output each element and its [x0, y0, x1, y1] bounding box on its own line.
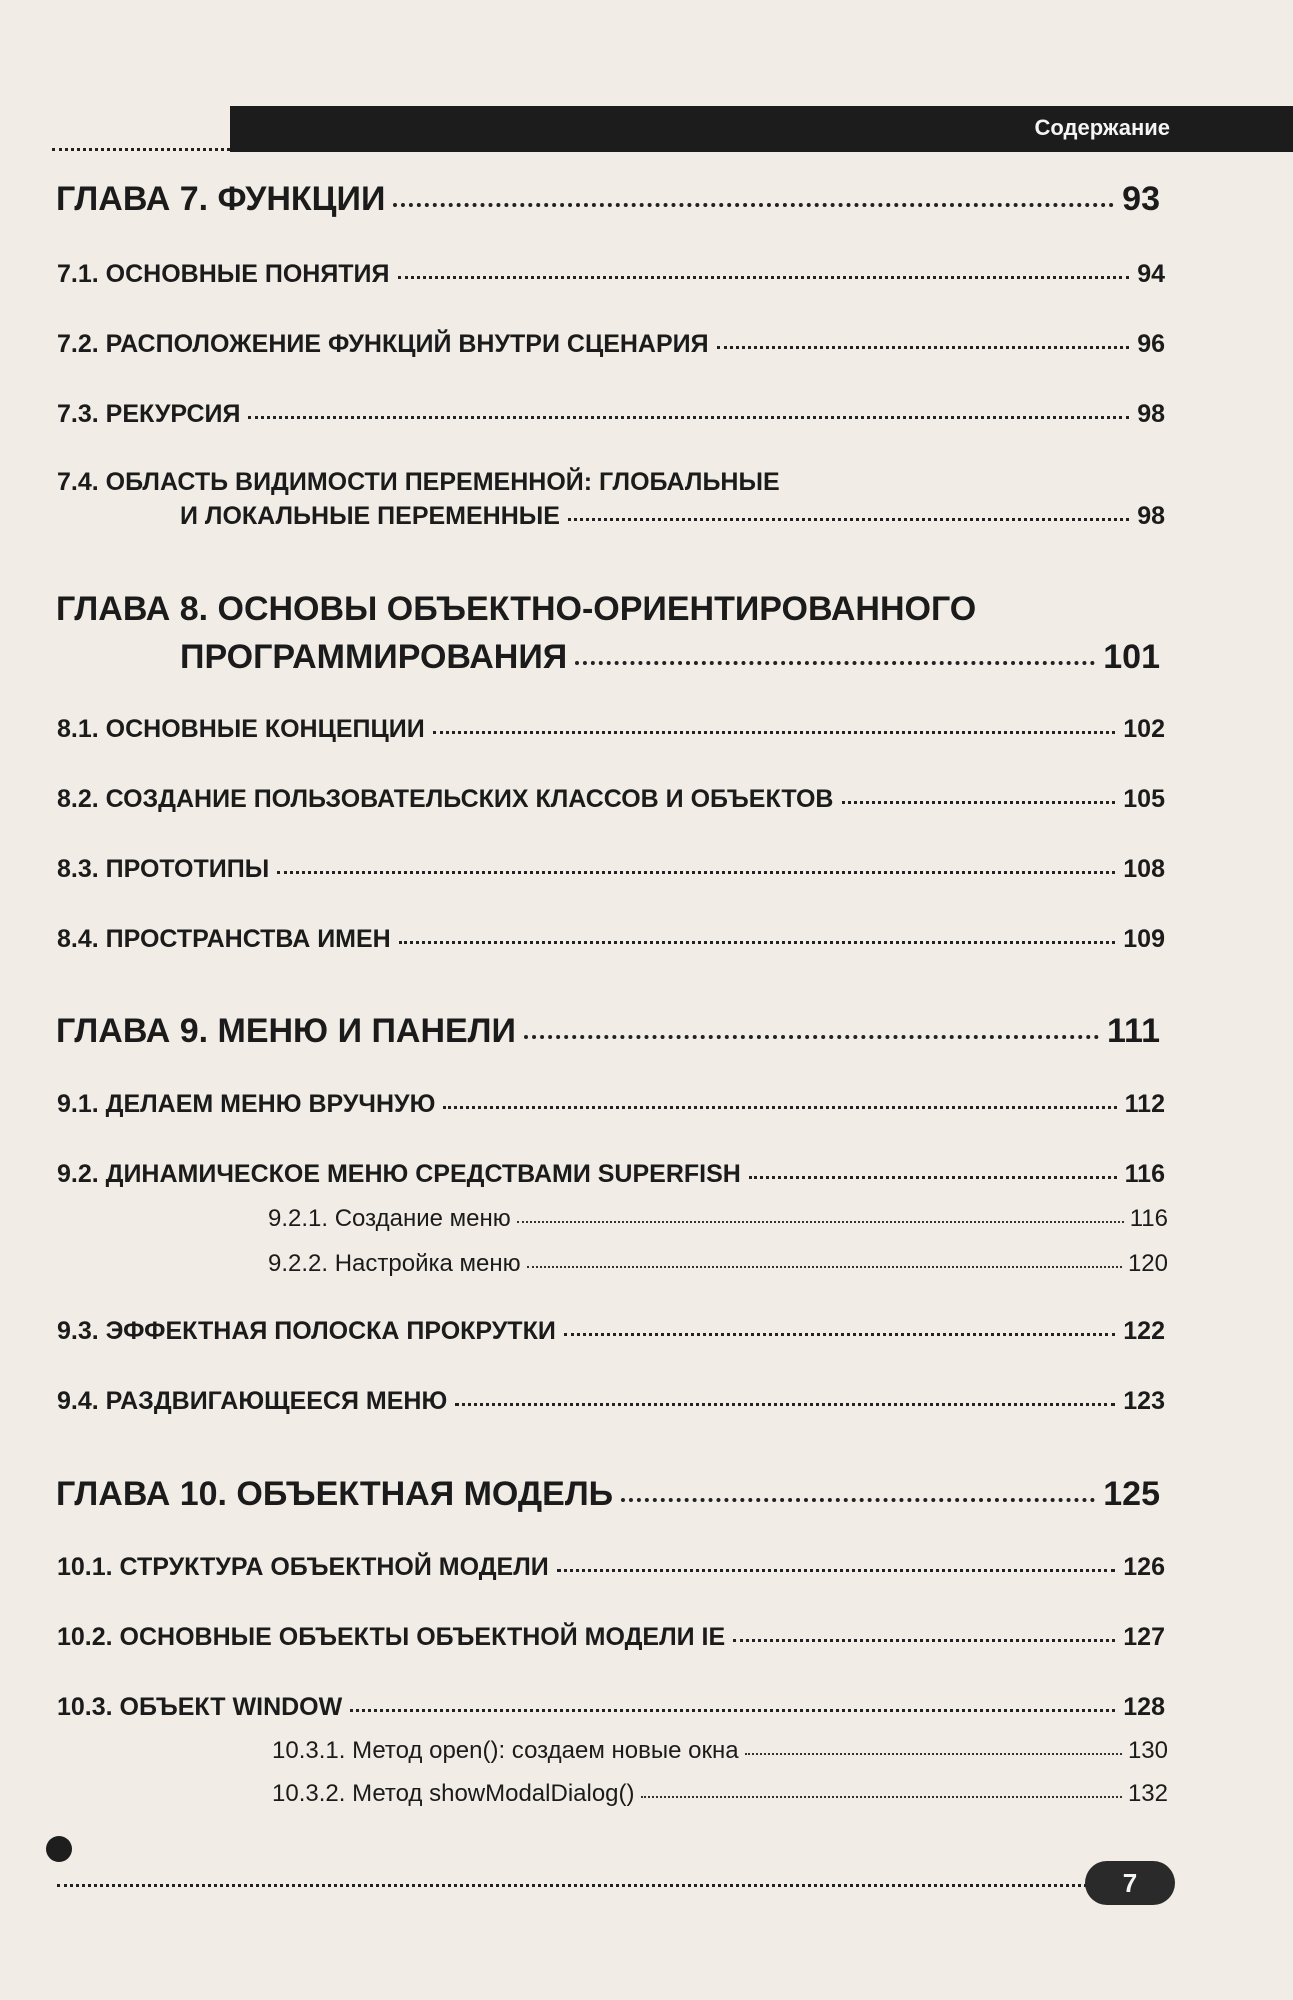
leader-dots	[641, 1796, 1122, 1798]
header-dotted-rule	[52, 148, 230, 151]
leader-dots	[842, 801, 1116, 804]
toc-entry-page: 116	[1124, 1160, 1165, 1188]
leader-dots	[455, 1403, 1115, 1406]
toc-subsection-10-3-1[interactable]	[272, 1737, 1168, 1765]
toc-entry-page: 116	[1129, 1205, 1168, 1232]
toc-section-8-2[interactable]	[57, 785, 1165, 814]
toc-entry-page: 93	[1122, 180, 1160, 218]
page-number-badge: 7	[1085, 1861, 1175, 1905]
footer-bullet-icon	[46, 1836, 72, 1862]
toc-entry-title: 7.3. РЕКУРСИЯ	[57, 400, 241, 428]
toc-entry-page: 123	[1123, 1387, 1165, 1415]
toc-section-9-1[interactable]	[57, 1090, 1165, 1119]
toc-section-7-3[interactable]	[57, 400, 1165, 429]
leader-dots	[524, 1035, 1099, 1039]
leader-dots	[443, 1106, 1116, 1109]
toc-entry-page: 101	[1103, 638, 1160, 676]
toc-subsection-9-2-1[interactable]	[268, 1205, 1168, 1233]
leader-dots	[557, 1569, 1116, 1572]
toc-section-7-2[interactable]	[57, 330, 1165, 359]
toc-subsection-9-2-2[interactable]	[268, 1250, 1168, 1278]
toc-chapter-8-line1[interactable]: ГЛАВА 8. ОСНОВЫ ОБЪЕКТНО-ОРИЕНТИРОВАННОГО	[56, 590, 977, 628]
toc-entry-page: 102	[1123, 715, 1165, 743]
toc-entry-page: 130	[1127, 1737, 1168, 1764]
toc-section-9-3[interactable]	[57, 1317, 1165, 1346]
toc-section-7-4[interactable]	[180, 502, 1165, 531]
toc-entry-title: 8.2. СОЗДАНИЕ ПОЛЬЗОВАТЕЛЬСКИХ КЛАССОВ И ОБЪЕКТОВ	[57, 785, 834, 813]
toc-entry-title: 10.1. СТРУКТУРА ОБЪЕКТНОЙ МОДЕЛИ	[57, 1553, 549, 1581]
toc-entry-title: 7.1. ОСНОВНЫЕ ПОНЯТИЯ	[57, 260, 390, 288]
leader-dots	[717, 346, 1130, 349]
toc-entry-page: 109	[1123, 925, 1165, 953]
toc-entry-title: 8.3. ПРОТОТИПЫ	[57, 855, 270, 883]
toc-section-9-2[interactable]	[57, 1160, 1165, 1189]
toc-entry-page: 94	[1137, 260, 1165, 288]
toc-entry-page: 132	[1127, 1780, 1168, 1807]
toc-entry-page: 108	[1123, 855, 1165, 883]
toc-entry-page: 127	[1123, 1623, 1165, 1651]
toc-entry-page: 122	[1123, 1317, 1165, 1345]
header-title: Содержание	[1034, 115, 1170, 140]
toc-entry-title: ПРОГРАММИРОВАНИЯ	[180, 638, 568, 676]
toc-chapter-8[interactable]	[180, 638, 1160, 677]
toc-entry-title: 9.4. РАЗДВИГАЮЩЕЕСЯ МЕНЮ	[57, 1387, 448, 1415]
leader-dots	[564, 1333, 1115, 1336]
toc-entry-title: 9.2.2. Настройка меню	[268, 1250, 521, 1277]
toc-section-9-4[interactable]	[57, 1387, 1165, 1416]
toc-chapter-10[interactable]	[56, 1475, 1160, 1514]
toc-entry-title: 10.2. ОСНОВНЫЕ ОБЪЕКТЫ ОБЪЕКТНОЙ МОДЕЛИ IE	[57, 1623, 726, 1651]
toc-subsection-10-3-2[interactable]	[272, 1780, 1168, 1808]
toc-section-10-3[interactable]	[57, 1693, 1165, 1722]
toc-entry-page: 111	[1107, 1012, 1160, 1050]
leader-dots	[277, 871, 1115, 874]
toc-entry-page: 126	[1123, 1553, 1165, 1581]
toc-entry-title: 10.3. ОБЪЕКТ WINDOW	[57, 1693, 343, 1721]
toc-entry-title: 8.4. ПРОСТРАНСТВА ИМЕН	[57, 925, 391, 953]
leader-dots	[350, 1709, 1115, 1712]
toc-entry-title: 8.1. ОСНОВНЫЕ КОНЦЕПЦИИ	[57, 715, 425, 743]
leader-dots	[575, 661, 1095, 665]
leader-dots	[248, 416, 1129, 419]
leader-dots	[398, 276, 1130, 279]
toc-entry-title: 9.3. ЭФФЕКТНАЯ ПОЛОСКА ПРОКРУТКИ	[57, 1317, 556, 1345]
toc-entry-title: 10.3.1. Метод open(): создаем новые окна	[272, 1737, 739, 1764]
footer-dotted-rule	[57, 1884, 1087, 1887]
toc-section-7-1[interactable]	[57, 260, 1165, 289]
toc-entry-title: 10.3.2. Метод showModalDialog()	[272, 1780, 635, 1807]
leader-dots	[621, 1498, 1095, 1502]
toc-entry-page: 112	[1124, 1090, 1165, 1118]
toc-entry-title: ГЛАВА 10. ОБЪЕКТНАЯ МОДЕЛЬ	[56, 1475, 614, 1513]
toc-entry-title: ГЛАВА 9. МЕНЮ И ПАНЕЛИ	[56, 1012, 516, 1050]
leader-dots	[433, 731, 1116, 734]
toc-entry-title: ГЛАВА 7. ФУНКЦИИ	[56, 180, 386, 218]
toc-chapter-9[interactable]	[56, 1012, 1160, 1051]
leader-dots	[517, 1221, 1124, 1223]
toc-entry-page: 98	[1137, 400, 1165, 428]
toc-entry-page: 96	[1137, 330, 1165, 358]
toc-section-8-4[interactable]	[57, 925, 1165, 954]
leader-dots	[733, 1639, 1115, 1642]
toc-section-8-1[interactable]	[57, 715, 1165, 744]
leader-dots	[745, 1753, 1122, 1755]
toc-entry-page: 128	[1123, 1693, 1165, 1721]
toc-entry-page: 105	[1123, 785, 1165, 813]
toc-section-10-1[interactable]	[57, 1553, 1165, 1582]
toc-entry-page: 98	[1137, 502, 1165, 530]
toc-entry-title: 7.2. РАСПОЛОЖЕНИЕ ФУНКЦИЙ ВНУТРИ СЦЕНАРИЯ	[57, 330, 709, 358]
toc-section-10-2[interactable]	[57, 1623, 1165, 1652]
toc-entry-page: 120	[1127, 1250, 1168, 1277]
leader-dots	[399, 941, 1116, 944]
leader-dots	[527, 1266, 1122, 1268]
toc-section-7-4-line1[interactable]: 7.4. ОБЛАСТЬ ВИДИМОСТИ ПЕРЕМЕННОЙ: ГЛОБАЛЬНЫЕ	[57, 468, 780, 496]
toc-entry-title: 9.2. ДИНАМИЧЕСКОЕ МЕНЮ СРЕДСТВАМИ SUPERFISH	[57, 1160, 741, 1188]
leader-dots	[568, 518, 1129, 521]
leader-dots	[393, 203, 1114, 207]
header-bar	[230, 106, 1293, 152]
toc-entry-title: 9.1. ДЕЛАЕМ МЕНЮ ВРУЧНУЮ	[57, 1090, 436, 1118]
toc-chapter-7[interactable]	[56, 180, 1160, 219]
toc-entry-title: 9.2.1. Создание меню	[268, 1205, 511, 1232]
toc-entry-page: 125	[1103, 1475, 1160, 1513]
toc-entry-title: И ЛОКАЛЬНЫЕ ПЕРЕМЕННЫЕ	[180, 502, 560, 530]
leader-dots	[749, 1176, 1117, 1179]
toc-section-8-3[interactable]	[57, 855, 1165, 884]
